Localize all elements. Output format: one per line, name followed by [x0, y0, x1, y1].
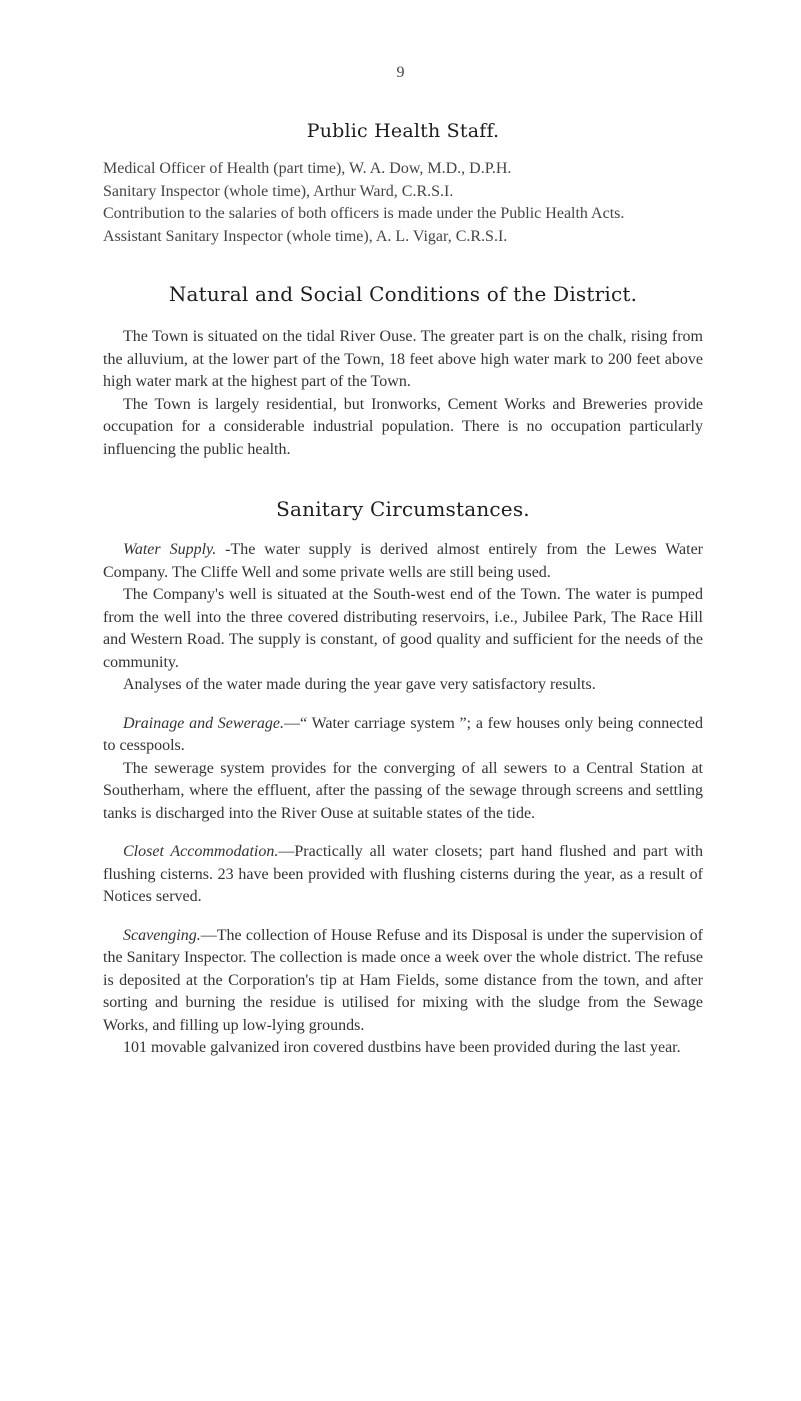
closet-text: —Practically all water closets; part hand flushed and part with flushing cisterns. 23 have been provided with flushing cisterns during the year, as a result of Notices served. [103, 843, 704, 905]
water-supply-text: -The water supply is derived almost entirely from the Lewes Water Company. The Cliffe Well and some private wells are still being used. [103, 541, 704, 581]
drainage-text: —“ Water carriage system ”; a few houses only being connected to cesspools. [103, 714, 704, 754]
heading-public-health-staff: Public Health Staff. [306, 120, 500, 142]
runin-water-supply: Water Supply. [123, 541, 217, 558]
paragraph-closet-accommodation [103, 841, 703, 909]
paragraph-town-situation: The Town is situated on the tidal River Ouse. The greater part is on the chalk, rising from the alluvium, at the lower part of the Town, 18 feet above high water mark to 200 feet above high water mark at the highest part of the Town. [103, 328, 703, 390]
heading-sanitary-circumstances: Sanitary Circumstances. [276, 497, 530, 521]
staff-assistant-inspector: Assistant Sanitary Inspector (whole time), A. L. Vigar, C.R.S.I. [103, 227, 508, 245]
paragraph-town-occupation: The Town is largely residential, but Ironworks, Cement Works and Breweries provide occupation for a considerable industrial population. There is no occupation particularly influencing the public health. [103, 395, 703, 458]
heading-natural-social-conditions: Natural and Social Conditions of the District. [168, 282, 638, 306]
scavenging-text: —The collection of House Refuse and its Disposal is under the supervision of the Sanitary Inspector. The collection is made once a week over the whole district. The refuse is deposited at the Corporation's tip at Ham Fields, some distance from the town, and after sorting and burning the residue is utilised for mixing with the sludge from the Sewage Works, and filling up low-lying grounds. [103, 926, 703, 1034]
paragraph-drainage [103, 713, 703, 758]
staff-sanitary-inspector: Sanitary Inspector (whole time), Arthur Ward, C.R.S.I. [103, 182, 454, 200]
paragraph-water-analyses: Analyses of the water made during the year gave very satisfactory results. [123, 676, 596, 693]
paragraph-scavenging [103, 925, 703, 1038]
paragraph-company-well: The Company's well is situated at the South-west end of the Town. The water is pumped from the well into the three covered distributing reservoirs, i.e., Jubilee Park, The Race Hill and Western Road. The supply is constant, of good quality and sufficient for the needs of the community. [103, 586, 703, 671]
page-number: 9 [396, 64, 405, 81]
runin-scavenging: Scavenging. [123, 926, 201, 944]
paragraph-water-supply [103, 539, 703, 584]
paragraph-sewerage-system: The sewerage system provides for the converging of all sewers to a Central Station at Southerham, where the effluent, after the passing of the sewage through screens and settling tanks is discharged into the River Ouse at suitable states of the tide. [103, 759, 703, 822]
runin-closet-accommodation: Closet Accommodation. [123, 843, 279, 860]
staff-contribution-note: Contribution to the salaries of both officers is made under the Public Health Acts. [103, 205, 625, 222]
page-content [103, 120, 703, 1060]
staff-medical-officer: Medical Officer of Health (part time), W. A. Dow, M.D., D.P.H. [103, 160, 512, 177]
runin-drainage-sewerage: Drainage and Sewerage. [123, 714, 285, 732]
paragraph-dustbins: 101 movable galvanized iron covered dustbins have been provided during the last year. [123, 1039, 681, 1056]
